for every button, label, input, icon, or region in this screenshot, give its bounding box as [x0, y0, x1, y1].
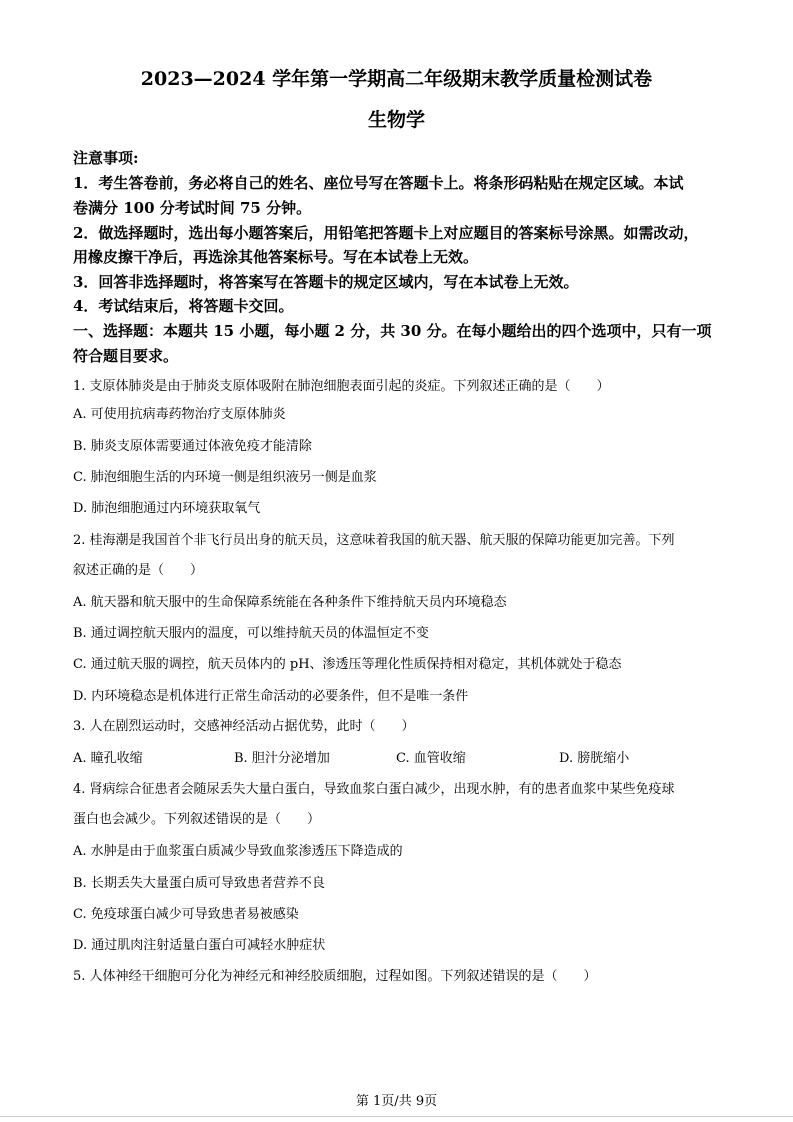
q4-stem-line-2: 蛋白也会减少。下列叙述错误的是（ ）: [73, 812, 321, 827]
q3-option-b: B. 胆汁分泌增加: [234, 751, 330, 766]
q3-option-c: C. 血管收缩: [396, 751, 466, 766]
q3-option-a: A. 瞳孔收缩: [73, 751, 143, 766]
notice-line-4: 用橡皮擦干净后，再选涂其他答案标号。写在本试卷上无效。: [73, 248, 479, 266]
q4-option-c: C. 免疫球蛋白减少可导致患者易被感染: [73, 907, 299, 922]
notice-line-3: 2．做选择题时，选出每小题答案后，用铅笔把答题卡上对应题目的答案标号涂黑。如需改动，: [73, 224, 699, 242]
q1-option-d: D. 肺泡细胞通过内环境获取氧气: [73, 501, 261, 516]
q4-option-b: B. 长期丢失大量蛋白质可导致患者营养不良: [73, 876, 325, 891]
notice-line-1: 1．考生答卷前，务必将自己的姓名、座位号写在答题卡上。将条形码粘贴在规定区域。本试: [73, 174, 684, 192]
exam-title: 2023—2024 学年第一学期高二年级期末教学质量检测试卷: [140, 68, 653, 90]
notice-heading: 注意事项:: [73, 149, 139, 167]
q1-option-a: A. 可使用抗病毒药物治疗支原体肺炎: [73, 407, 286, 422]
notice-line-2: 卷满分 100 分考试时间 75 分钟。: [73, 199, 312, 217]
q4-option-a: A. 水肿是由于血浆蛋白质减少导致血浆渗透压下降造成的: [73, 844, 403, 859]
q2-option-a: A. 航天器和航天服中的生命保障系统能在各种条件下维持航天员内环境稳态: [73, 595, 507, 610]
notice-line-6: 4．考试结束后，将答题卡交回。: [73, 297, 294, 315]
q1-stem: 1. 支原体肺炎是由于肺炎支原体吸附在肺泡细胞表面引起的炎症。下列叙述正确的是（ ）: [73, 379, 610, 394]
subject-title: 生物学: [367, 109, 425, 131]
q3-stem: 3. 人在剧烈运动时，交感神经活动占据优势，此时（ ）: [73, 719, 415, 734]
q2-option-d: D. 内环境稳态是机体进行正常生命活动的必要条件，但不是唯一条件: [73, 689, 469, 704]
q1-option-c: C. 肺泡细胞生活的内环境一侧是组织液另一侧是血浆: [73, 470, 377, 485]
section-heading-line-1: 一、选择题：本题共 15 小题，每小题 2 分，共 30 分。在每小题给出的四个选项中，只有一项: [73, 322, 712, 340]
q1-option-b: B. 肺炎支原体需要通过体液免疫才能清除: [73, 439, 312, 454]
q2-option-b: B. 通过调控航天服内的温度，可以维持航天员的体温恒定不变: [73, 626, 429, 641]
notice-line-5: 3．回答非选择题时，将答案写在答题卡的规定区域内，写在本试卷上无效。: [73, 273, 579, 291]
q4-option-d: D. 通过肌肉注射适量白蛋白可减轻水肿症状: [73, 938, 326, 953]
q2-option-c: C. 通过航天服的调控，航天员体内的 pH、渗透压等理化性质保持相对稳定，其机体就处于稳态: [73, 657, 622, 672]
q4-stem-line-1: 4. 肾病综合征患者会随尿丢失大量白蛋白，导致血浆白蛋白减少，出现水肿，有的患者血浆中某些免疫球: [73, 782, 675, 797]
q2-stem-line-1: 2. 桂海潮是我国首个非飞行员出身的航天员，这意味着我国的航天器、航天服的保障功能更加完善。下列: [73, 533, 675, 548]
bottom-divider: [0, 1116, 793, 1117]
q5-stem: 5. 人体神经干细胞可分化为神经元和神经胶质细胞，过程如图。下列叙述错误的是（ ）: [73, 969, 597, 984]
page-number: 第 1页/共 9页: [355, 1094, 438, 1109]
q3-option-d: D. 膀胱缩小: [559, 751, 630, 766]
q2-stem-line-2: 叙述正确的是（ ）: [73, 563, 204, 578]
section-heading-line-2: 符合题目要求。: [73, 347, 179, 365]
